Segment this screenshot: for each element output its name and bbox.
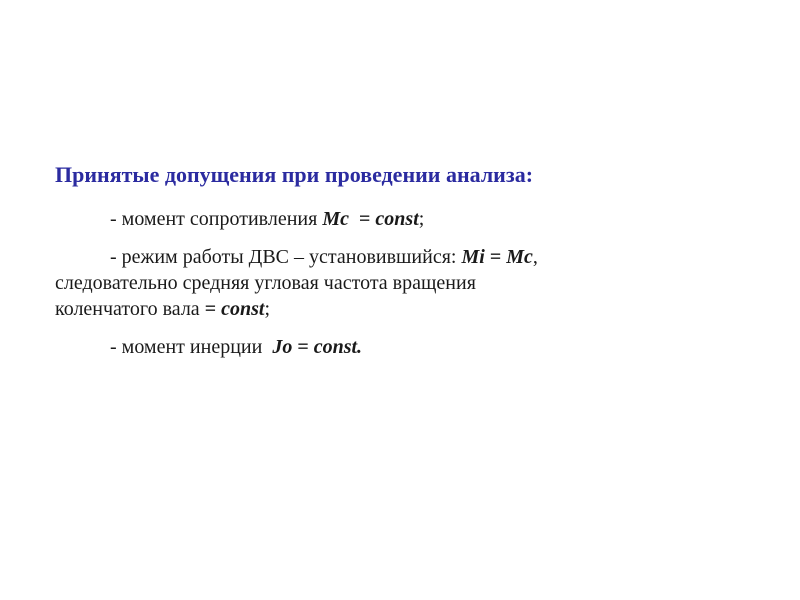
const-value: const [221,298,265,320]
comma: , [532,246,538,268]
equals-sign: = [484,246,507,268]
assumption-moment-resistance [55,206,755,232]
assumption-engine-mode [55,244,755,322]
semicolon: ; [418,208,425,230]
assumption-moment-inertia [55,334,755,360]
symbol-mc: Mc [506,246,533,268]
slide-content [55,158,755,372]
const-value: const [375,208,419,230]
slide-heading: Принятые допущения при проведении анализа: [55,162,534,187]
assumption-2-line2: следовательно средняя угловая частота вращения [55,272,476,294]
symbol-jo: Jo [272,336,293,358]
equals-sign: = [204,298,222,320]
const-value: const. [313,336,363,358]
assumption-3-text: - момент инерции [110,336,273,358]
symbol-mi: Mi [461,246,485,268]
equals-sign: = [349,208,376,230]
semicolon: ; [264,298,270,320]
assumption-1-text: - момент сопротивления [110,208,323,230]
assumption-2-line3: коленчатого вала [55,298,205,320]
assumption-2-text: - режим работы ДВС – установившийся: [110,246,462,268]
equals-sign: = [292,336,314,358]
symbol-mc: Mc [322,208,349,230]
